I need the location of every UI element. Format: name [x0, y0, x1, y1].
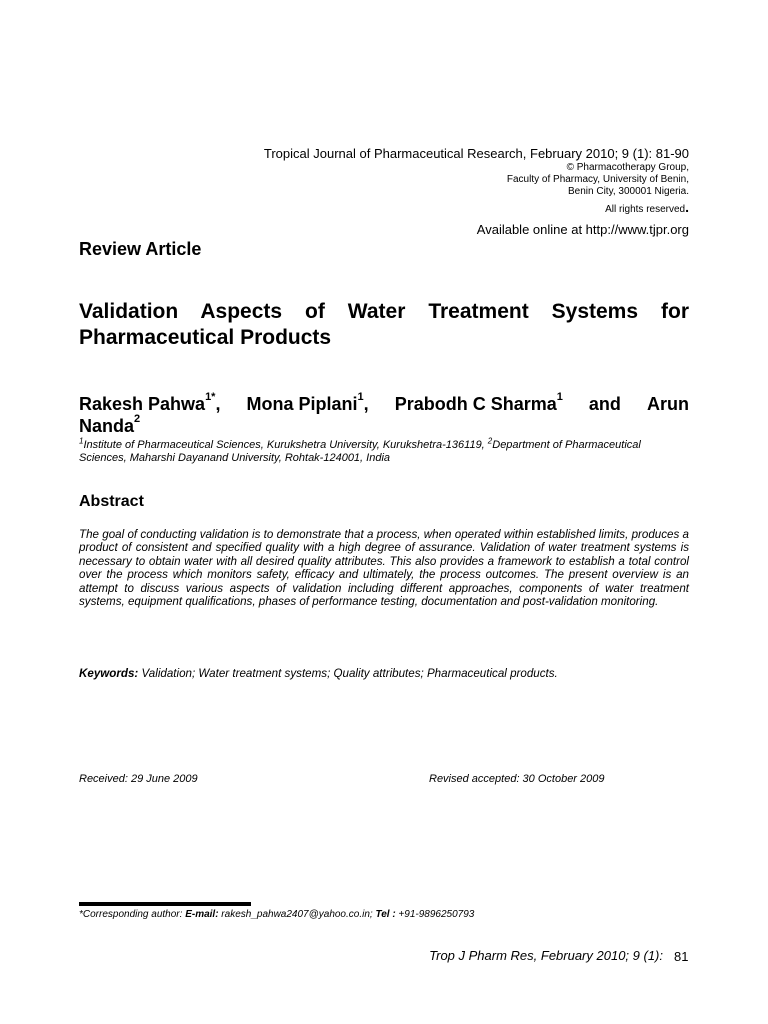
author-1	[79, 393, 220, 415]
author-2	[247, 393, 369, 415]
author-sep-2: ,	[363, 394, 369, 414]
affil-text-1: Institute of Pharmaceutical Sciences, Kurukshetra University, Kurukshetra-136119,	[83, 439, 488, 451]
affil-sup-2: 2	[487, 436, 493, 446]
abstract-heading: Abstract	[79, 493, 144, 510]
revised-date: Revised accepted: 30 October 2009	[429, 773, 605, 785]
footer-citation: Trop J Pharm Res, February 2010; 9 (1):	[429, 948, 663, 963]
keywords-label: Keywords:	[79, 667, 139, 680]
footnote-divider	[79, 902, 251, 906]
email-label: E-mail:	[185, 909, 219, 920]
affil-text-2: Department of Pharmaceutical Sciences, Maharshi Dayanand University, Rohtak-124001, India	[79, 439, 641, 464]
author-sep-1: ,	[215, 394, 221, 414]
page-number: 81	[674, 949, 689, 964]
title-line-2: Pharmaceutical Products	[79, 326, 332, 349]
author-1-sup: 1*	[205, 391, 216, 403]
author-3-name: Prabodh C Sharma	[394, 394, 557, 414]
tel-value: +91-9896250793	[395, 909, 475, 920]
author-and: and	[588, 394, 621, 414]
received-date: Received: 29 June 2009	[79, 773, 198, 785]
author-4-sup: 2	[134, 413, 141, 425]
copyright-line: © Pharmacotherapy Group,	[566, 162, 689, 173]
abstract-body: The goal of conducting validation is to demonstrate that a process, when operated within established limits, produces a product of consistent and specified quality with a high degree of assurance. Validation of water treatment systems is necessary to obtain water with all desired quality attributes. This also provides a framework to establish a total control over the process which monitors safety, efficacy and ultimately, the process outcomes. The present overview is an attempt to discuss various aspects of validation including different approaches, components of water treatment systems, equipment qualifications, phases of performance testing, documentation and post-validation monitoring.	[79, 528, 689, 609]
rights-line	[264, 200, 689, 217]
author-4-last: Nanda	[79, 416, 135, 436]
author-row-2	[79, 415, 689, 437]
article-title	[79, 299, 689, 351]
author-2-name: Mona Piplani	[246, 394, 358, 414]
author-3-sup: 1	[556, 391, 563, 403]
title-line-1: Validation Aspects of Water Treatment Systems for	[79, 300, 689, 323]
author-4-first: Arun	[646, 394, 689, 414]
article-type-heading: Review Article	[79, 239, 202, 259]
faculty-line: Faculty of Pharmacy, University of Benin,	[506, 174, 689, 185]
tel-label: Tel :	[375, 909, 396, 920]
affil-sup-1: 1	[79, 436, 84, 446]
author-2-sup: 1	[357, 391, 364, 403]
email-value: rakesh_pahwa2407@yahoo.co.in;	[218, 909, 376, 920]
keywords	[79, 667, 689, 681]
keywords-text: Validation; Water treatment systems; Quality attributes; Pharmaceutical products.	[138, 667, 558, 680]
author-3	[395, 393, 563, 415]
city-line: Benin City, 300001 Nigeria.	[568, 186, 689, 197]
rights-text: All rights reserved	[605, 204, 686, 215]
affiliations	[79, 436, 689, 465]
journal-citation: Tropical Journal of Pharmaceutical Research, February 2010; 9 (1): 81-90	[263, 146, 689, 161]
available-online: Available online at http://www.tjpr.org	[476, 222, 689, 237]
author-list	[79, 393, 689, 437]
footnote-prefix: *Corresponding author:	[79, 909, 186, 920]
author-row-1	[79, 393, 689, 415]
corresponding-author-footnote	[79, 909, 474, 921]
journal-header	[264, 146, 689, 217]
rights-dot: .	[685, 199, 689, 215]
author-1-name: Rakesh Pahwa	[79, 394, 206, 414]
